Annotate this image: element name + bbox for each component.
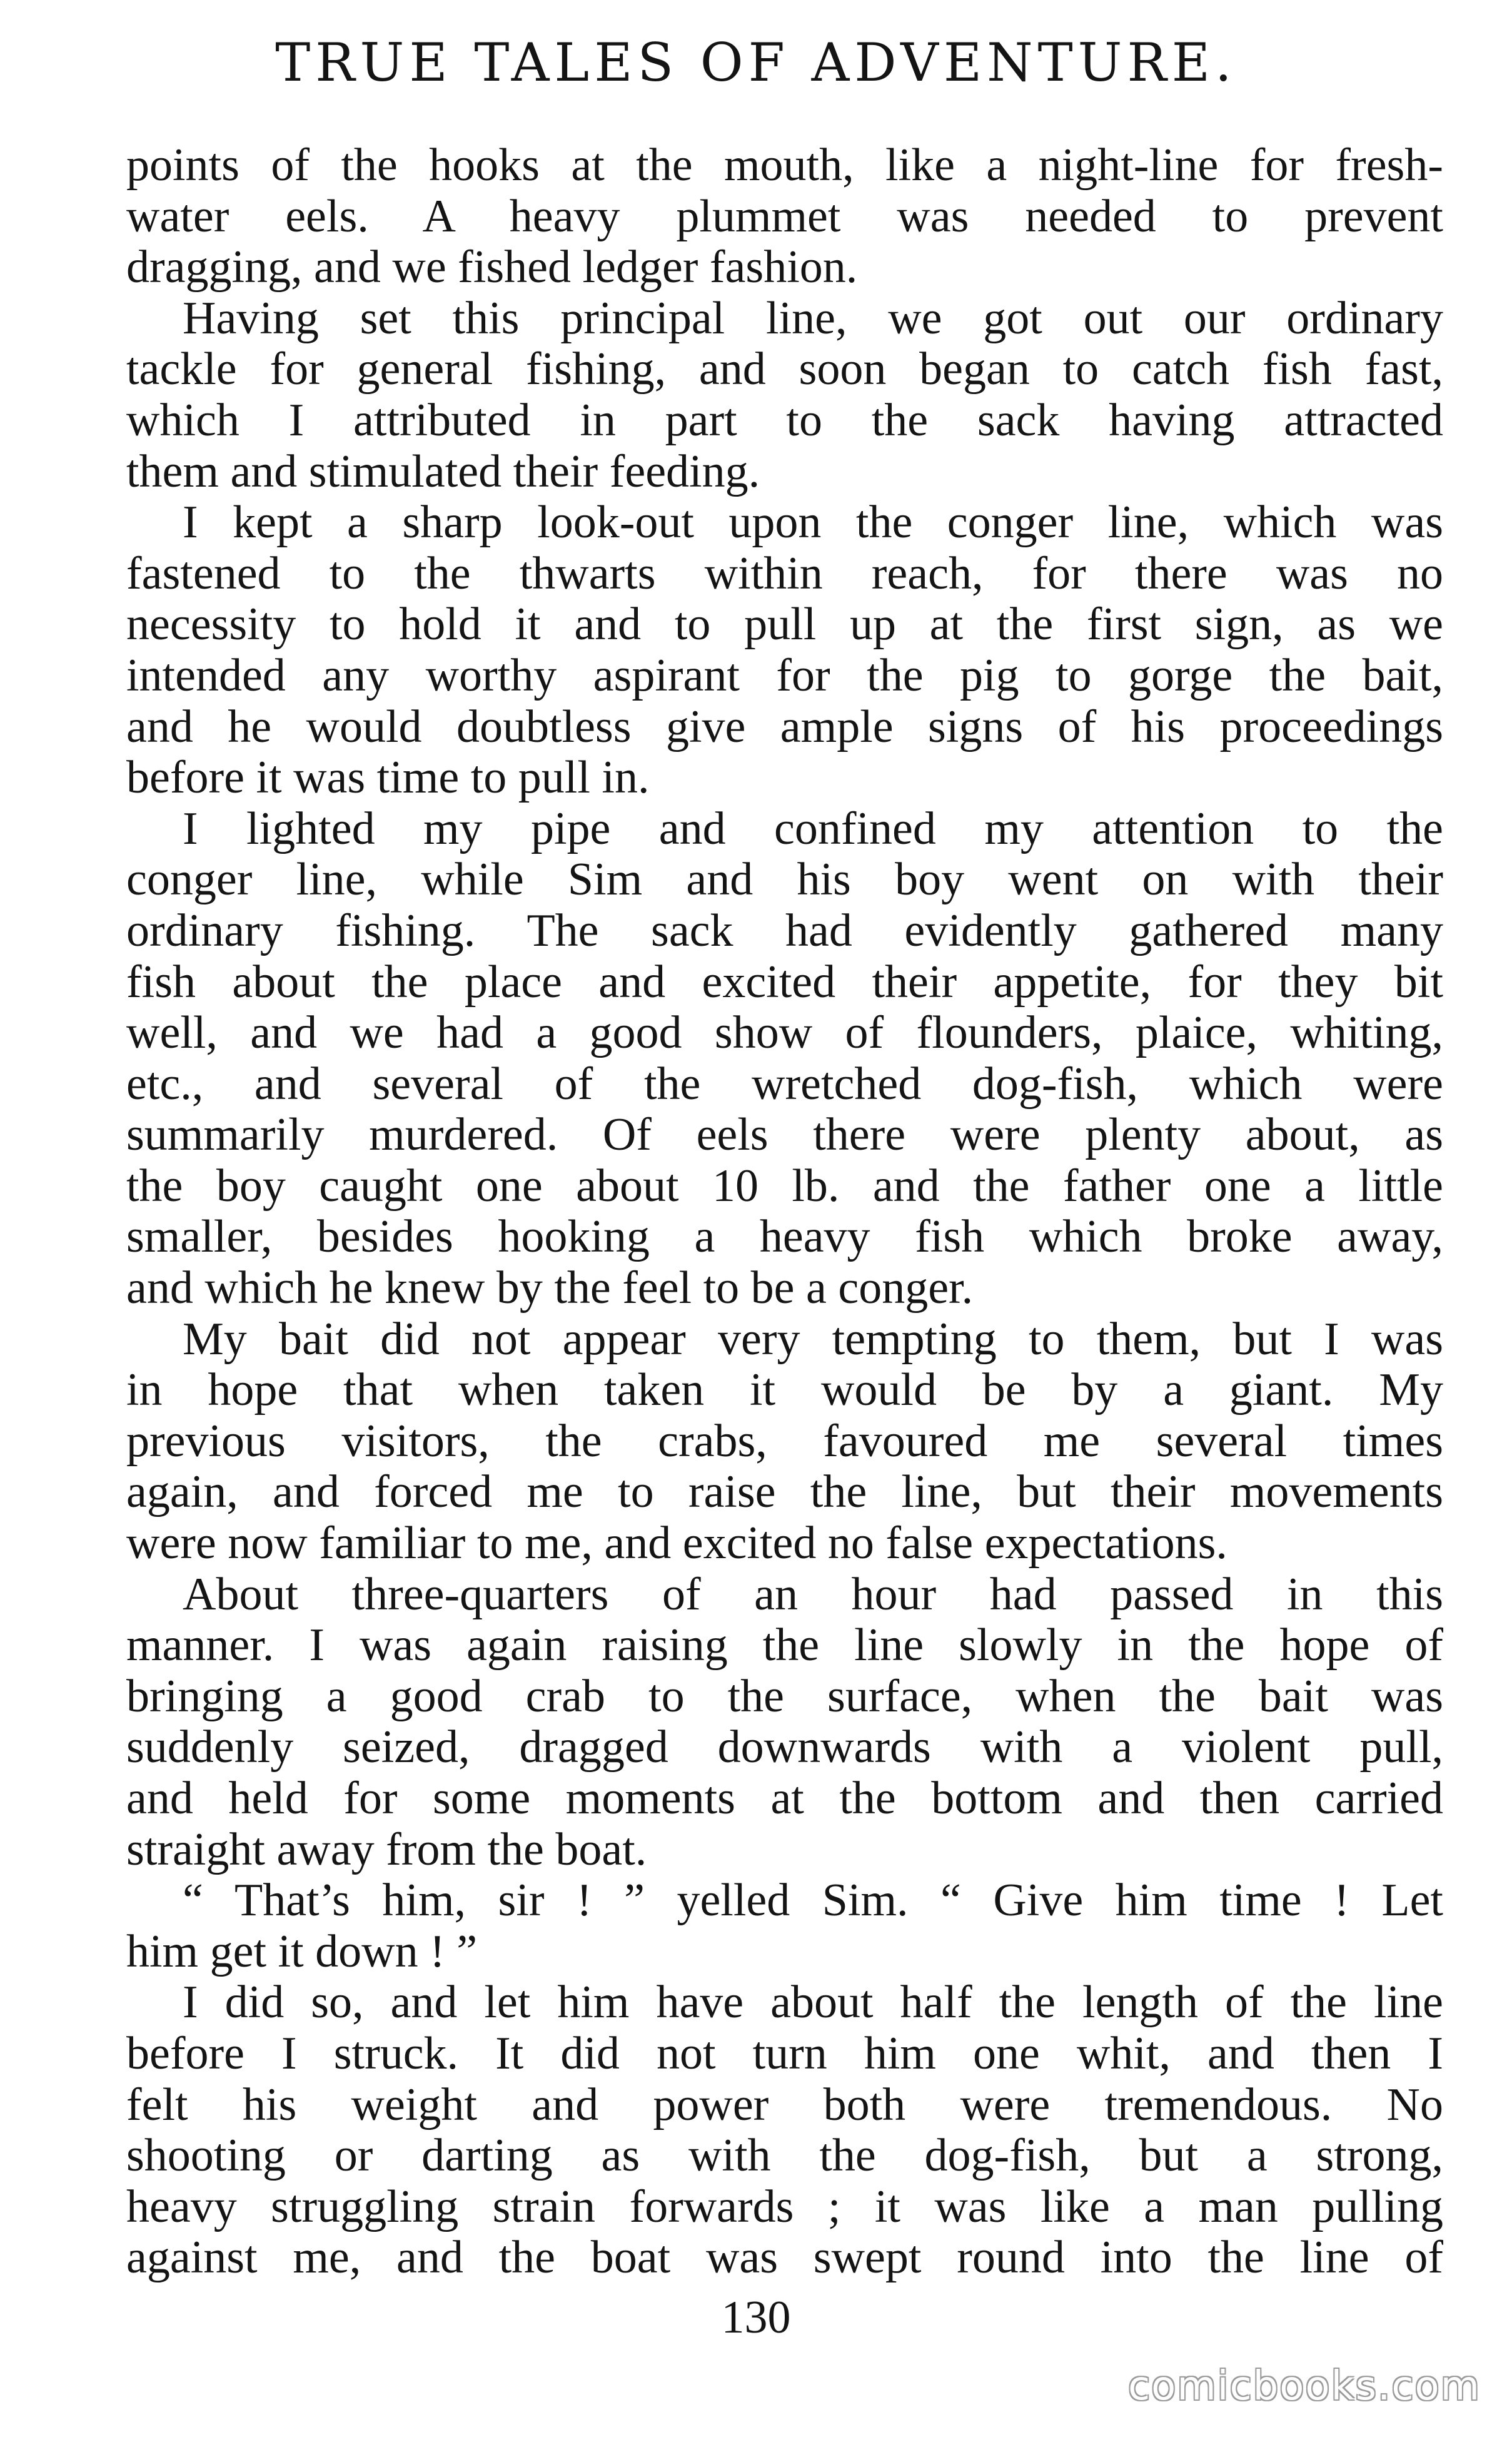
text-line: heavy struggling strain forwards ; it was like a man pulling bbox=[126, 2181, 1443, 2232]
text-line: smaller, besides hooking a heavy fish which broke away, bbox=[126, 1212, 1443, 1263]
text-line: conger line, while Sim and his boy went on with their bbox=[126, 854, 1443, 906]
text-line: previous visitors, the crabs, favoured me several times bbox=[126, 1416, 1443, 1467]
text-line: before I struck. It did not turn him one whit, and then I bbox=[126, 2028, 1443, 2079]
text-line: suddenly seized, dragged downwards with a violent pull, bbox=[126, 1722, 1443, 1773]
text-line: against me, and the boat was swept round into the line of bbox=[126, 2232, 1443, 2284]
text-line: them and stimulated their feeding. bbox=[126, 446, 760, 497]
text-line: fastened to the thwarts within reach, for there was no bbox=[126, 548, 1443, 599]
text-line: in hope that when taken it would be by a giant. My bbox=[126, 1365, 1443, 1416]
text-line: Having set this principal line, we got out our ordinary bbox=[183, 293, 1443, 344]
text-line: I did so, and let him have about half the length of the line bbox=[183, 1977, 1443, 2029]
text-line: intended any worthy aspirant for the pig to gorge the bait, bbox=[126, 650, 1443, 701]
text-line: which I attributed in part to the sack having attracted bbox=[126, 395, 1443, 446]
page-number: 130 bbox=[721, 2292, 791, 2343]
text-line: and held for some moments at the bottom and then carried bbox=[126, 1773, 1443, 1824]
text-line: before it was time to pull in. bbox=[126, 752, 650, 804]
text-line: him get it down ! ” bbox=[126, 1926, 478, 1977]
text-line: points of the hooks at the mouth, like a night-line for fresh- bbox=[126, 140, 1443, 191]
text-line: dragging, and we fished ledger fashion. bbox=[126, 242, 858, 293]
text-line: My bait did not appear very tempting to them, but I was bbox=[183, 1314, 1443, 1365]
text-line: I lighted my pipe and confined my attention to the bbox=[183, 803, 1443, 854]
text-line: “ That’s him, sir ! ” yelled Sim. “ Give him time ! Let bbox=[183, 1875, 1443, 1927]
running-title: TRUE TALES OF ADVENTURE. bbox=[275, 32, 1237, 93]
text-line: summarily murdered. Of eels there were plenty about, as bbox=[126, 1110, 1443, 1161]
text-line: the boy caught one about 10 lb. and the father one a little bbox=[126, 1160, 1443, 1212]
text-line: were now familiar to me, and excited no false expectations. bbox=[126, 1518, 1227, 1569]
watermark: comicbooks.com bbox=[1127, 2363, 1481, 2409]
text-line: necessity to hold it and to pull up at the first sign, as we bbox=[126, 599, 1443, 651]
text-line: and which he knew by the feel to be a conger. bbox=[126, 1263, 974, 1314]
text-line: fish about the place and excited their appetite, for they bit bbox=[126, 956, 1443, 1008]
text-line: I kept a sharp look-out upon the conger line, which was bbox=[183, 497, 1443, 549]
body-text bbox=[126, 140, 1443, 2284]
text-line: water eels. A heavy plummet was needed to prevent bbox=[126, 191, 1443, 242]
text-line: shooting or darting as with the dog-fish, but a strong, bbox=[126, 2130, 1443, 2182]
text-line: straight away from the boat. bbox=[126, 1824, 647, 1875]
text-line: About three-quarters of an hour had passed in this bbox=[183, 1569, 1443, 1620]
text-line: etc., and several of the wretched dog-fish, which were bbox=[126, 1058, 1443, 1110]
text-line: again, and forced me to raise the line, but their movements bbox=[126, 1467, 1443, 1518]
text-line: ordinary fishing. The sack had evidently gathered many bbox=[126, 905, 1443, 956]
text-line: well, and we had a good show of flounders, plaice, whiting, bbox=[126, 1008, 1443, 1059]
text-line: and he would doubtless give ample signs of his proceedings bbox=[126, 701, 1443, 752]
text-line: manner. I was again raising the line slowly in the hope of bbox=[126, 1620, 1443, 1671]
text-line: bringing a good crab to the surface, when the bait was bbox=[126, 1671, 1443, 1722]
text-line: tackle for general fishing, and soon began to catch fish fast, bbox=[126, 344, 1443, 395]
text-line: felt his weight and power both were tremendous. No bbox=[126, 2079, 1443, 2130]
